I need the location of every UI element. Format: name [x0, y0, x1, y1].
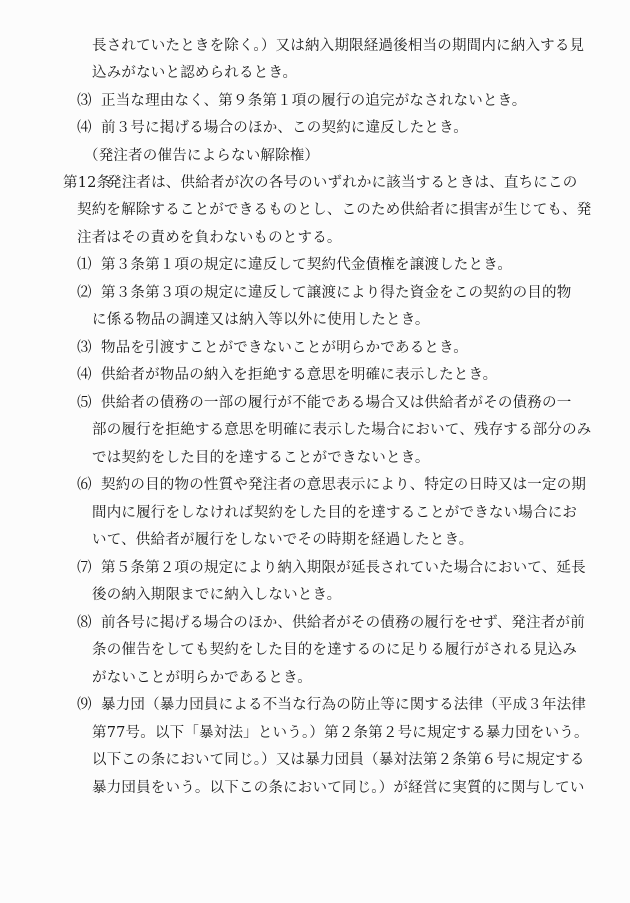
list-item — [77, 255, 512, 275]
item-number: ⑷ — [77, 367, 92, 383]
list-item — [77, 91, 526, 111]
item-text: 供給者の債務の一部の履行が不能である場合又は供給者がその債務の一 — [101, 395, 572, 411]
item-continuation: では契約をした目的を達することができないとき。 — [92, 450, 430, 466]
item-number: ⑹ — [77, 477, 92, 493]
article-number: 第12条 — [63, 175, 112, 191]
item-number: ⑷ — [77, 120, 92, 136]
item-continuation: 条の催告をしても契約をした目的を達するのに足りる履行がされる見込み — [92, 642, 578, 658]
list-item — [77, 695, 586, 715]
item-text: 第３条第１項の規定に違反して契約代金債権を譲渡したとき。 — [101, 257, 513, 273]
article-caption: （発注者の催告によらない解除権） — [84, 148, 320, 164]
item-continuation: に係る物品の調達又は納入等以外に使用したとき。 — [92, 312, 430, 328]
list-item — [77, 475, 586, 495]
article-heading — [63, 173, 577, 193]
item-text: 前３号に掲げる場合のほか、この契約に違反したとき。 — [101, 120, 468, 136]
item-text: 第５条第２項の規定により納入期限が延長されていた場合において、延長 — [101, 560, 586, 576]
item-continuation: 後の納入期限までに納入しないとき。 — [92, 587, 342, 603]
article-text-line: 契約を解除することができるものとし、このため供給者に損害が生じても、発 — [77, 202, 592, 218]
item-continuation: 暴力団員をいう。以下この条において同じ。）が経営に実質的に関与してい — [92, 780, 585, 796]
list-item — [77, 613, 585, 633]
item-continuation: 間内に履行をしなければ契約をした目的を達することができない場合にお — [92, 505, 578, 521]
article-text-line: 注者はその責めを負わないものとする。 — [77, 230, 342, 246]
list-item — [77, 393, 571, 413]
item-text: 物品を引渡すことができないことが明らかであるとき。 — [101, 340, 468, 356]
item-number: ⑶ — [77, 340, 92, 356]
item-text: 前各号に掲げる場合のほか、供給者がその債務の履行をせず、発注者が前 — [101, 615, 585, 631]
item-number: ⑺ — [77, 560, 92, 576]
item-number: ⑼ — [77, 697, 92, 713]
item-continuation: いて、供給者が履行をしないでその時期を経過したとき。 — [92, 532, 474, 548]
item-text: 正当な理由なく、第９条第１項の履行の追完がなされないとき。 — [101, 93, 527, 109]
item-number: ⑻ — [77, 615, 92, 631]
item-number: ⑶ — [77, 93, 92, 109]
item-text: 第３条第３項の規定に違反して譲渡により得た資金をこの契約の目的物 — [101, 285, 572, 301]
item-continuation: 第77号。以下「暴対法」という。）第２条第２号に規定する暴力団をいう。 — [92, 725, 589, 741]
item-continuation: 部の履行を拒絶する意思を明確に表示した場合において、残存する部分のみ — [92, 422, 592, 438]
item-continuation: 以下この条において同じ。）又は暴力団員（暴対法第２条第６号に規定する — [92, 752, 585, 768]
continuation-line: 込みがないと認められるとき。 — [92, 65, 298, 81]
item-continuation: がないことが明らかであるとき。 — [92, 670, 312, 686]
list-item — [77, 365, 497, 385]
list-item — [77, 283, 571, 303]
article-text: 発注者は、供給者が次の各号のいずれかに該当するときは、直ちにこの — [107, 175, 578, 191]
item-text: 供給者が物品の納入を拒絶する意思を明確に表示したとき。 — [101, 367, 498, 383]
list-item — [77, 558, 586, 578]
list-item — [77, 338, 468, 358]
item-number: ⑵ — [77, 285, 92, 301]
continuation-line: 長されていたときを除く。）又は納入期限経過後相当の期間内に納入する見 — [92, 38, 585, 54]
item-text: 暴力団（暴力団員による不当な行為の防止等に関する法律（平成３年法律 — [101, 697, 587, 713]
item-number: ⑴ — [77, 257, 92, 273]
list-item — [77, 118, 468, 138]
item-number: ⑸ — [77, 395, 92, 411]
item-text: 契約の目的物の性質や発注者の意思表示により、特定の日時又は一定の期 — [101, 477, 587, 493]
